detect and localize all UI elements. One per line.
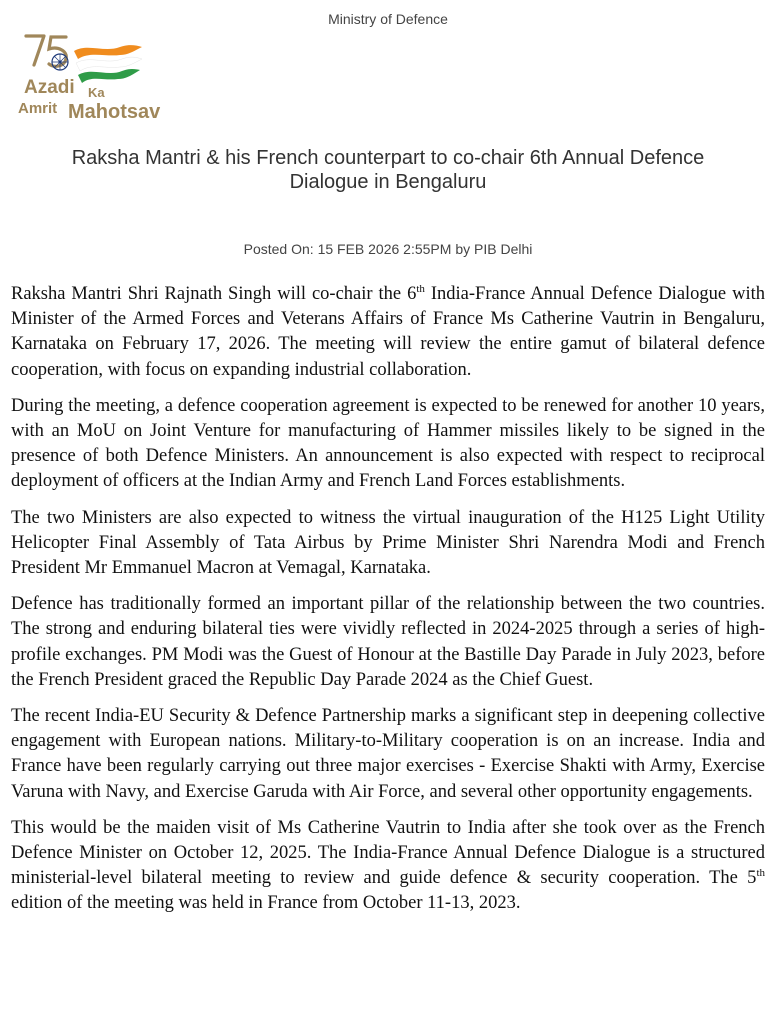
logo-seven-shape [26,36,44,65]
logo-ka: Ka [88,85,105,100]
ordinal-suffix: th [756,867,765,880]
logo-graphic [16,33,176,125]
paragraph-4: Defence has traditionally formed an important pillar of the relationship between the two countries. The strong and enduring bilateral ties were vividly reflected in 2024-2025 through a series of high-profile exchanges. PM Modi was the Guest of Honour at the Bastille Day Parade in July 2023, before the French President graced the Republic Day Parade 2024 as the Chief Guest. [11,594,765,690]
article-title: Raksha Mantri & his French counterpart to co-chair 6th Annual Defence Dialogue in Bengaluru [71,147,705,193]
paragraph-1 [11,282,765,383]
posted-datetime: 15 FEB 2026 2:55PM [317,241,452,257]
logo-azadi: Azadi [24,77,75,98]
logo-mahotsav: Mahotsav [68,101,161,123]
flag-green-shape [78,69,140,83]
ordinal-suffix: th [416,282,425,295]
flag-white-shape [76,57,142,71]
flag-saffron-shape [74,45,142,59]
paragraph-6-part-b: edition of the meeting was held in France from October 11-13, 2023. [11,893,521,914]
azadi-ka-amrit-mahotsav-logo [16,33,176,125]
article-body [11,282,765,928]
paragraph-6 [11,816,765,917]
paragraph-1-part-b: India-France Annual Defence Dialogue with Minister of the Armed Forces and Veterans Affairs of France Ms Catherine Vautrin in Bengaluru, Karnataka on February 17, 2026. The meeting will review the entire gamut of bilateral defence cooperation, with focus on expanding industrial collaboration. [11,284,765,380]
posted-by-label: by [455,241,471,257]
posted-info [0,241,776,257]
ministry-name: Ministry of Defence [328,11,448,27]
paragraph-5: The recent India-EU Security & Defence Partnership marks a significant step in deepening collective engagement with European nations. Military-to-Military cooperation is on an increase. India and France have been regularly carrying out three major exercises - Exercise Shakti with Army, Exercise Varuna with Navy, and Exercise Garuda with Air Force, and several other opportunity engagements. [11,706,765,802]
posted-label: Posted On: [243,241,314,257]
paragraph-3: The two Ministers are also expected to witness the virtual inauguration of the H125 Light Utility Helicopter Final Assembly of Tata Airbus by Prime Minister Shri Narendra Modi and French President Mr Emmanuel Macron at Vemagal, Karnataka. [11,507,765,579]
posted-source: PIB Delhi [474,241,533,257]
ashoka-chakra-icon [52,54,68,70]
paragraph-2: During the meeting, a defence cooperation agreement is expected to be renewed for another 10 years, with an MoU on Joint Venture for manufacturing of Hammer missiles likely to be signed in the presence of both Defence Ministers. An announcement is also expected with respect to reciprocal deployment of officers at the Indian Army and French Land Forces establishments. [11,395,765,492]
logo-amrit: Amrit [18,100,58,117]
paragraph-1-part-a: Raksha Mantri Shri Rajnath Singh will co-chair the 6 [11,284,417,304]
paragraph-6-part-a: This would be the maiden visit of Ms Catherine Vautrin to India after she took over as the French Defence Minister on October 12, 2025. The India-France Annual Defence Dialogue is a structured ministerial-level bilateral meeting to review and guide defence & security cooperation. The 5 [11,817,765,889]
